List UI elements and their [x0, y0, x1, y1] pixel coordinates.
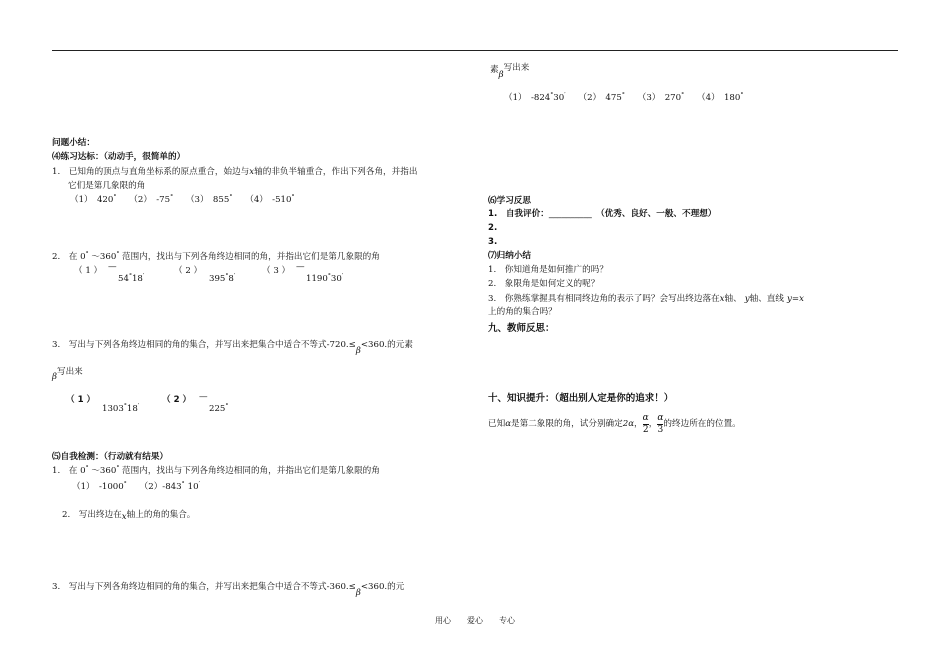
practice-q3-val-2: 225°	[209, 403, 229, 414]
self-check-heading: ⑸自我检测：（行动就有结果）	[52, 452, 169, 462]
practice-q2-line: 2. 在 0° ～360° 范围内，找出与下列各角终边相同的角，并指出它们是第几象限的角	[52, 251, 380, 262]
summary-s1: 1. 你知道角是如何推广的吗？	[488, 265, 608, 275]
practice-q2-label-1: （ 1 ）	[74, 266, 103, 276]
right-cont-line: 素β写出来	[490, 63, 530, 80]
practice-q3-line: 3. 写出与下列各角终边相同的角的集合，并写出来把集合中适合不等式-720.≤β<360.的元素	[52, 340, 413, 356]
self-check-q2-line: 2. 写出终边在x轴上的角的集合。	[62, 510, 196, 522]
right-cont-items: （1） -824°30′ （2） 475° （3） 270° （4） 180°	[504, 92, 744, 103]
summary-s2: 2. 象限角是如何定义的呢？	[488, 279, 600, 289]
practice-q3-val-1: 1303°18′	[102, 403, 140, 414]
summary-s3-line2: 上的角的集合吗？	[488, 307, 557, 317]
practice-q1-line1: 1. 已知角的顶点与直角坐标系的原点重合，始边与x轴的非负半轴重合，作出下列各角，并指出	[52, 167, 418, 177]
footer-text: 用心 爱心 专心	[435, 616, 515, 625]
practice-q3-line2: β写出来	[52, 367, 83, 382]
reflect-r2: 2.	[488, 223, 498, 233]
teacher-reflection-title: 九、教师反思：	[488, 323, 555, 334]
practice-q2-val-3: 1190°30′	[306, 273, 344, 284]
practice-q3-label-1: （ 1 ）	[66, 395, 96, 405]
practice-q1-items: （1） 420° （2） -75° （3） 855° （4） -510°	[70, 194, 295, 205]
self-check-q1-line: 1. 在 0° ～360° 范围内，找出与下列各角终边相同的角，并指出它们是第几象限的角	[52, 465, 380, 476]
improve-heading: 十、知识提升：（超出别人定是你的追求！）	[488, 393, 674, 404]
header-rule	[52, 50, 898, 51]
self-check-q1-items: （1） -1000° （2）-843° 10′	[72, 481, 200, 492]
practice-q2-dash-3: —	[296, 262, 305, 272]
practice-heading: ⑷练习达标：（动动手，很简单的）	[52, 152, 186, 162]
improve-question: 已知 α 是第二象限的角，试分别确定 2α ， $\frac{\alpha}{2}$ ， $\frac{\alpha}{3}$ 的终边所在的位置。	[488, 413, 741, 435]
practice-q2-val-2: 395°8′	[209, 273, 236, 284]
fraction-alpha-over-3: $\frac{\alpha}{3}$	[657, 413, 664, 435]
practice-q3-dash: —	[199, 392, 208, 402]
practice-q2-dash-1: —	[108, 262, 117, 272]
practice-q3-label-2: （ 2 ）	[162, 395, 192, 405]
reflect-r1: 1. 自我评价：__________ （优秀、良好、一般、不理想）	[488, 209, 717, 219]
practice-q1-line2: 它们是第几象限的角	[68, 181, 146, 191]
reflect-r3: 3.	[488, 237, 498, 247]
practice-q2-val-1: 54°18′	[118, 273, 145, 284]
reflect-heading: ⑹学习反思	[488, 196, 531, 206]
summary-heading: ⑺归纳小结	[488, 251, 531, 261]
practice-q2-label-2: （ 2 ）	[174, 266, 203, 276]
summary-title: 问题小结：	[52, 138, 95, 148]
practice-q2-label-3: （ 3 ）	[262, 266, 291, 276]
fraction-alpha-over-2: $\frac{\alpha}{2}$	[642, 413, 649, 435]
summary-s3: 3. 你熟练掌握具有相同终边角的表示了吗？会写出终边落在x轴、 y轴、直线 y=x	[488, 294, 804, 304]
self-check-q3-line: 3. 写出与下列各角终边相同的角的集合，并写出来把集合中适合不等式-360.≤β<360.的元	[52, 582, 405, 598]
